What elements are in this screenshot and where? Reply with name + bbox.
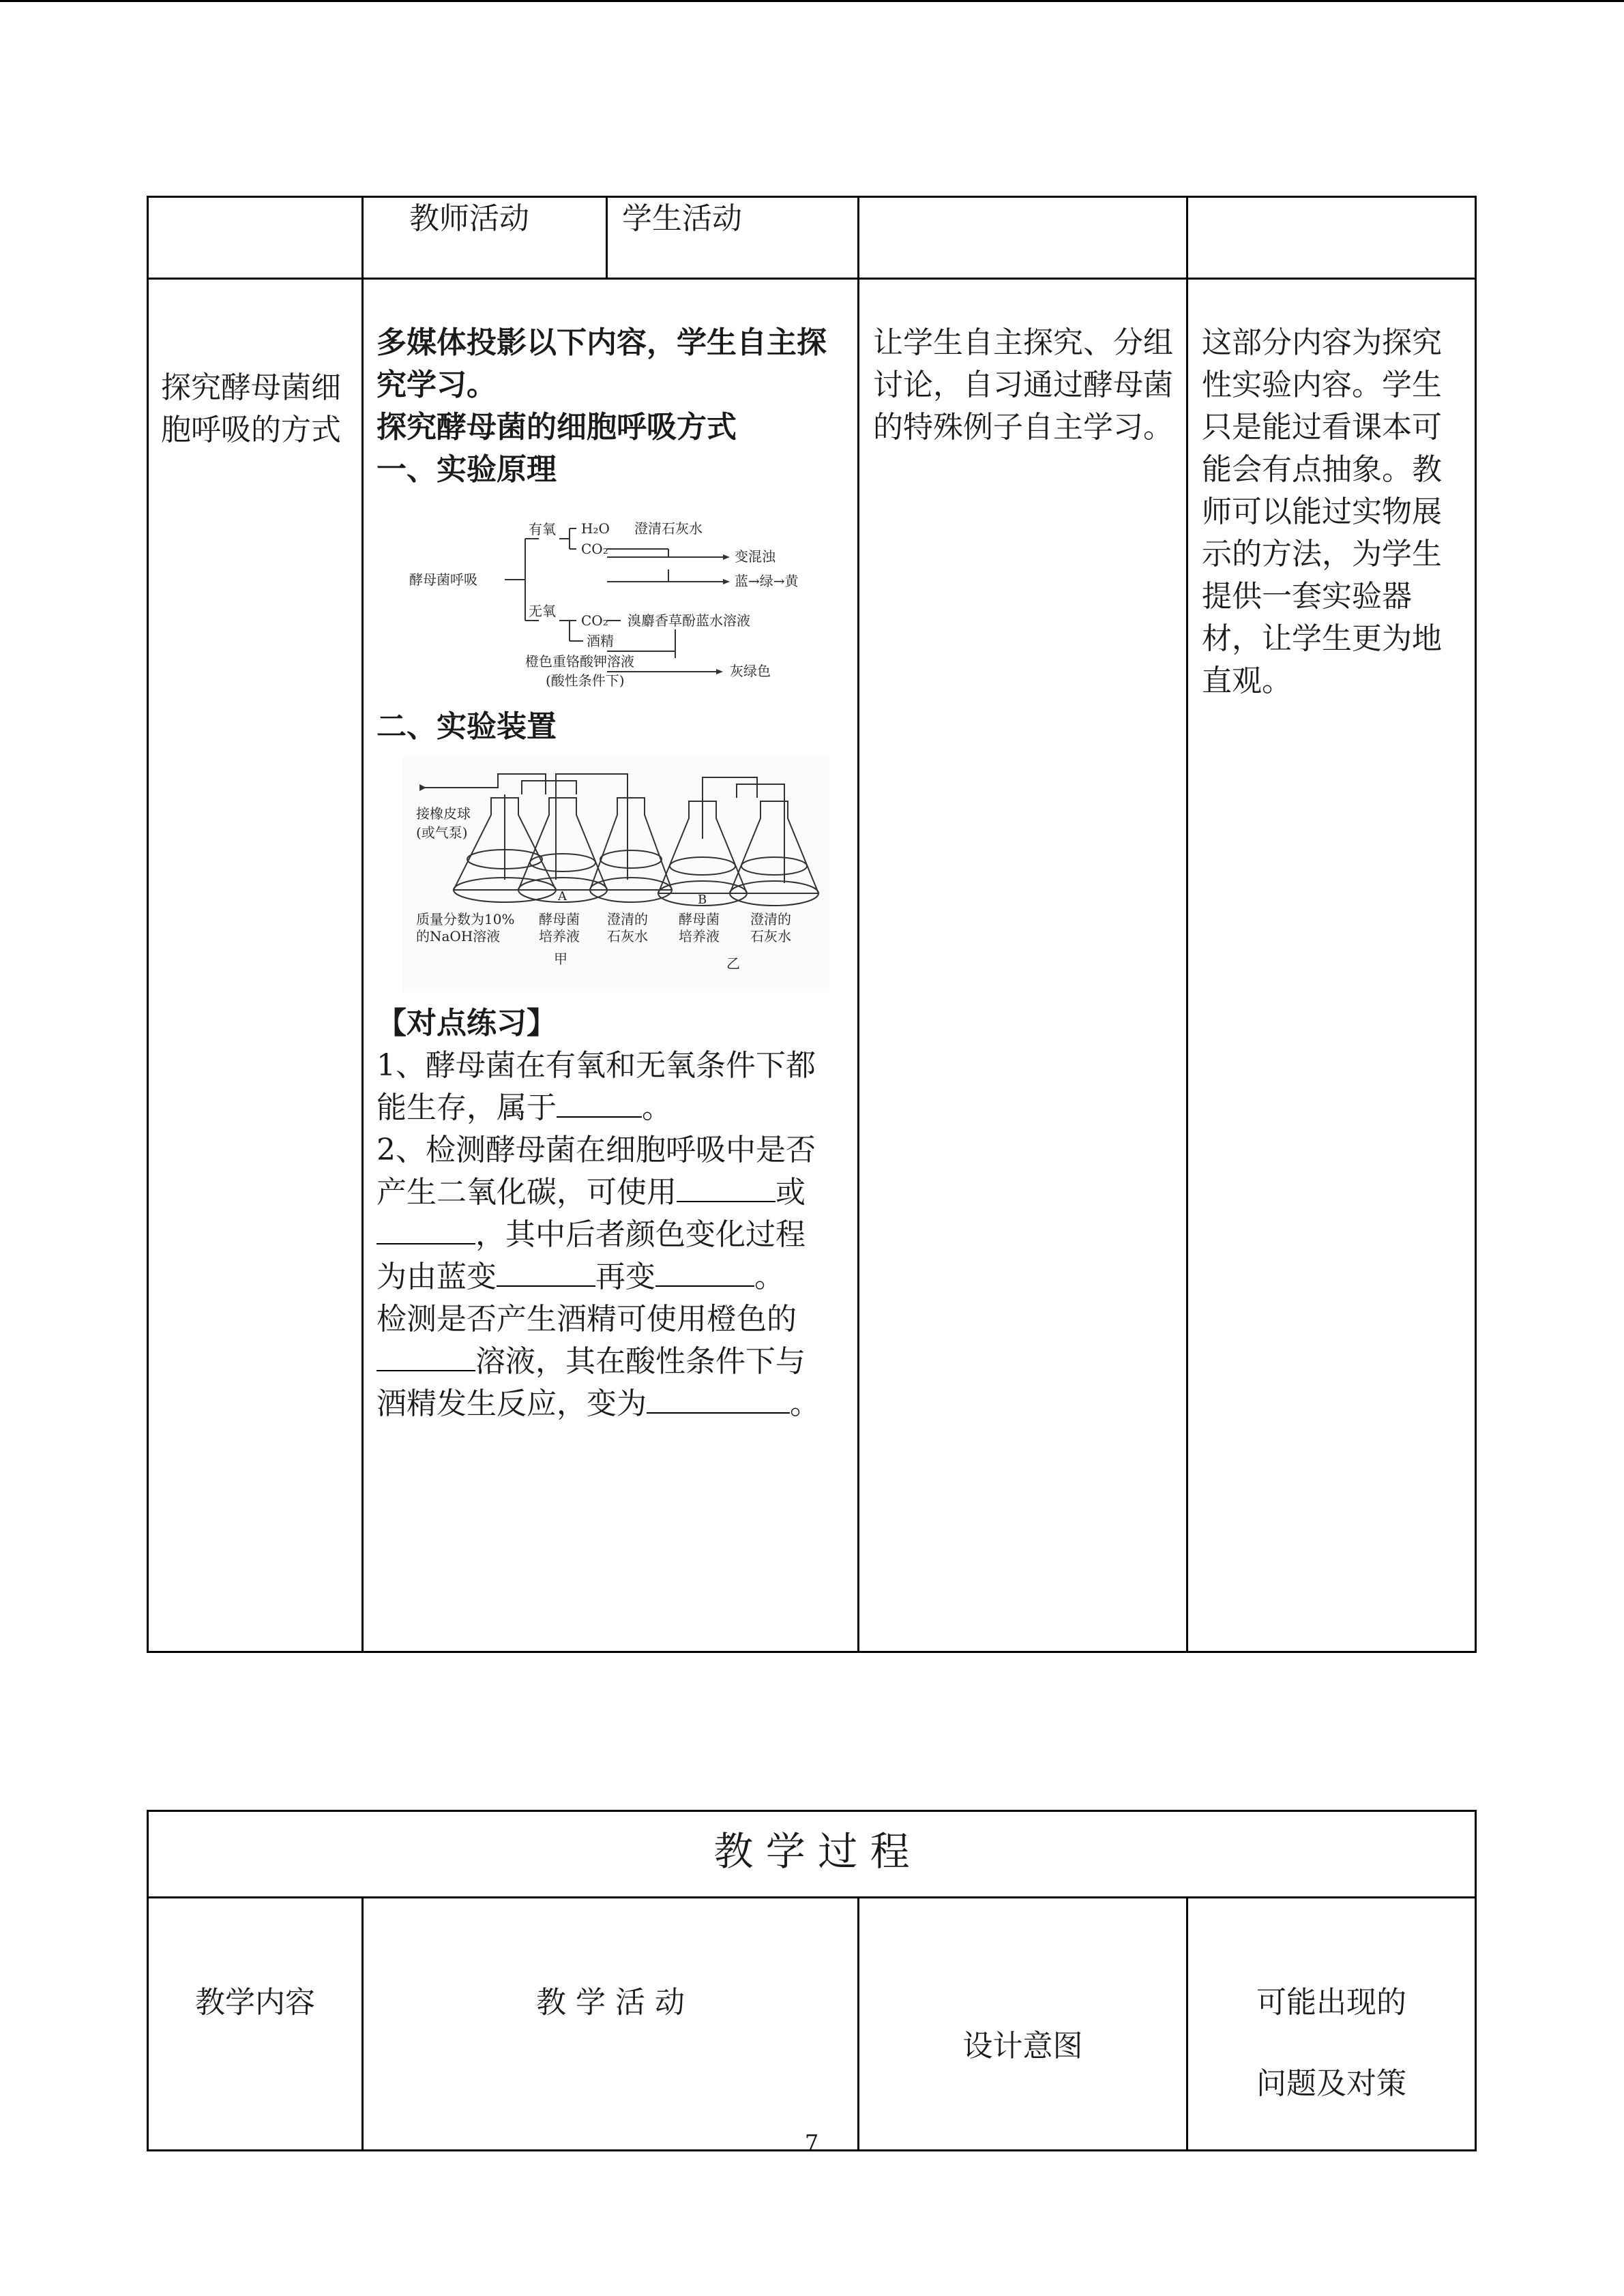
alcohol-label: 酒精 — [587, 633, 614, 649]
question-2 — [377, 1129, 833, 1298]
q1-text: 1、酵母菌在有氧和无氧条件下都能生存，属于 — [377, 1048, 816, 1125]
flask-b-label: B — [698, 893, 707, 907]
q3-text: 检测是否产生酒精可使用橙色的 — [377, 1302, 797, 1337]
apparatus-diagram — [402, 757, 829, 992]
q2-blank-3 — [497, 1258, 595, 1287]
page-number: 7 — [804, 2130, 819, 2156]
row-topic: 探究酵母菌细胞呼吸的方式 — [161, 370, 341, 447]
header-student-activity: 学生活动 — [622, 201, 742, 236]
question-1 — [377, 1045, 833, 1129]
naoh-label-1: 质量分数为10% — [416, 911, 515, 927]
pump-label: 接橡皮球 — [416, 805, 471, 822]
practice-section — [377, 1002, 833, 1425]
q3-end: 。 — [790, 1386, 820, 1421]
header-teacher-activity: 教师活动 — [409, 201, 529, 236]
flask-a-label: A — [558, 889, 567, 904]
btb-result: 蓝→绿→黄 — [735, 573, 799, 589]
principle-heading: 一、实验原理 — [377, 452, 557, 487]
q2-text: 2、检测酵母菌在细胞呼吸中是否产生二氧化碳，可使用 — [377, 1133, 816, 1210]
lime-a-label-1: 澄清的 — [607, 911, 648, 927]
page-top-border — [0, 0, 1624, 2]
turbid-result: 变混浊 — [735, 548, 776, 565]
q2-text-2: ，其中后者颜色变化过程为由蓝变 — [377, 1217, 806, 1294]
table2-col1-line — [361, 1896, 364, 2151]
question-3 — [377, 1298, 833, 1425]
intro-text: 多媒体投影以下内容，学生自主探究学习。 — [377, 325, 827, 402]
q3-blank-1 — [377, 1343, 475, 1371]
section-title: 探究酵母菌的细胞呼吸方式 — [377, 410, 737, 445]
practice-heading: 【对点练习】 — [377, 1006, 557, 1041]
yeast-b-label-1: 酵母菌 — [679, 911, 720, 927]
col-teaching-activity: 教 学 活 动 — [536, 1985, 685, 2020]
group-jia-label: 甲 — [554, 951, 567, 967]
table1-top-line — [147, 196, 1477, 198]
process-title: 教 学 过 程 — [713, 1828, 910, 1875]
table1-left-line — [147, 196, 149, 1653]
q2-blank-2 — [377, 1216, 475, 1244]
graygreen-result: 灰绿色 — [730, 663, 771, 679]
design-intent: 让学生自主探究、分组讨论，自习通过酵母菌的特殊例子自主学习。 — [873, 325, 1173, 445]
q3-blank-2 — [647, 1385, 790, 1414]
table2-col2-line — [857, 1896, 859, 2151]
table1-bottom-line — [147, 1651, 1477, 1653]
q3-text-2: 溶液，其在酸性条件下与酒精发生反应，变为 — [377, 1344, 806, 1421]
group-yi-label: 乙 — [726, 955, 740, 972]
q1-blank — [557, 1089, 642, 1118]
acid-condition-label: (酸性条件下) — [546, 672, 625, 689]
table2-title-line — [147, 1896, 1477, 1898]
co2-aerobic-label: CO₂ — [581, 541, 608, 557]
table1-header-line — [147, 278, 1477, 280]
activity-content — [377, 322, 847, 491]
table1-header-divider — [606, 196, 608, 280]
q2-or: 或 — [776, 1175, 806, 1210]
yeast-b-label-2: 培养液 — [679, 928, 720, 944]
lime-b-label-2: 石灰水 — [750, 928, 791, 944]
q2-blank-4 — [655, 1258, 754, 1287]
col-teaching-content: 教学内容 — [195, 1985, 315, 2020]
apparatus-heading: 二、实验装置 — [377, 709, 557, 744]
col-design-intent: 设计意图 — [962, 2029, 1083, 2063]
lime-b-label-1: 澄清的 — [750, 911, 791, 927]
h2o-label: H₂O — [581, 520, 610, 537]
aerobic-label: 有氧 — [529, 521, 556, 537]
q2-blank-1 — [677, 1174, 776, 1202]
yeast-a-label-2: 培养液 — [539, 928, 580, 944]
table1-col3-line — [1186, 196, 1188, 1653]
yeast-a-label-1: 酵母菌 — [539, 911, 580, 927]
col-problems-a: 可能出现的 — [1256, 1985, 1406, 2020]
limewater-label: 澄清石灰水 — [634, 520, 703, 537]
pump-label-2: (或气泵) — [416, 824, 468, 841]
q2-end: 。 — [754, 1259, 784, 1294]
anaerobic-label: 无氧 — [529, 603, 556, 619]
problems-notes: 这部分内容为探究性实验内容。学生只是能过看课本可能会有点抽象。教师可以能过实物展示的方法，为学生提供一套实验器材，让学生更为地直观。 — [1202, 325, 1442, 698]
co2-anaerobic-label: CO₂ — [581, 612, 608, 629]
table1-col1-line — [361, 196, 364, 1653]
col-problems-b: 问题及对策 — [1256, 2066, 1406, 2101]
lime-a-label-2: 石灰水 — [607, 928, 648, 944]
dichromate-label: 橙色重铬酸钾溶液 — [525, 653, 634, 670]
q2-then: 再变 — [595, 1259, 655, 1294]
principle-diagram — [402, 515, 825, 702]
table2-col3-line — [1186, 1896, 1188, 2151]
btb-label: 溴麝香草酚蓝水溶液 — [628, 612, 750, 629]
diagram-root-label: 酵母菌呼吸 — [409, 571, 477, 588]
table1-right-line — [1475, 196, 1477, 1653]
q1-end: 。 — [642, 1090, 672, 1125]
table2-top-line — [147, 1810, 1477, 1812]
naoh-label-2: 的NaOH溶液 — [416, 928, 501, 944]
table1-col2-line — [857, 196, 859, 1653]
